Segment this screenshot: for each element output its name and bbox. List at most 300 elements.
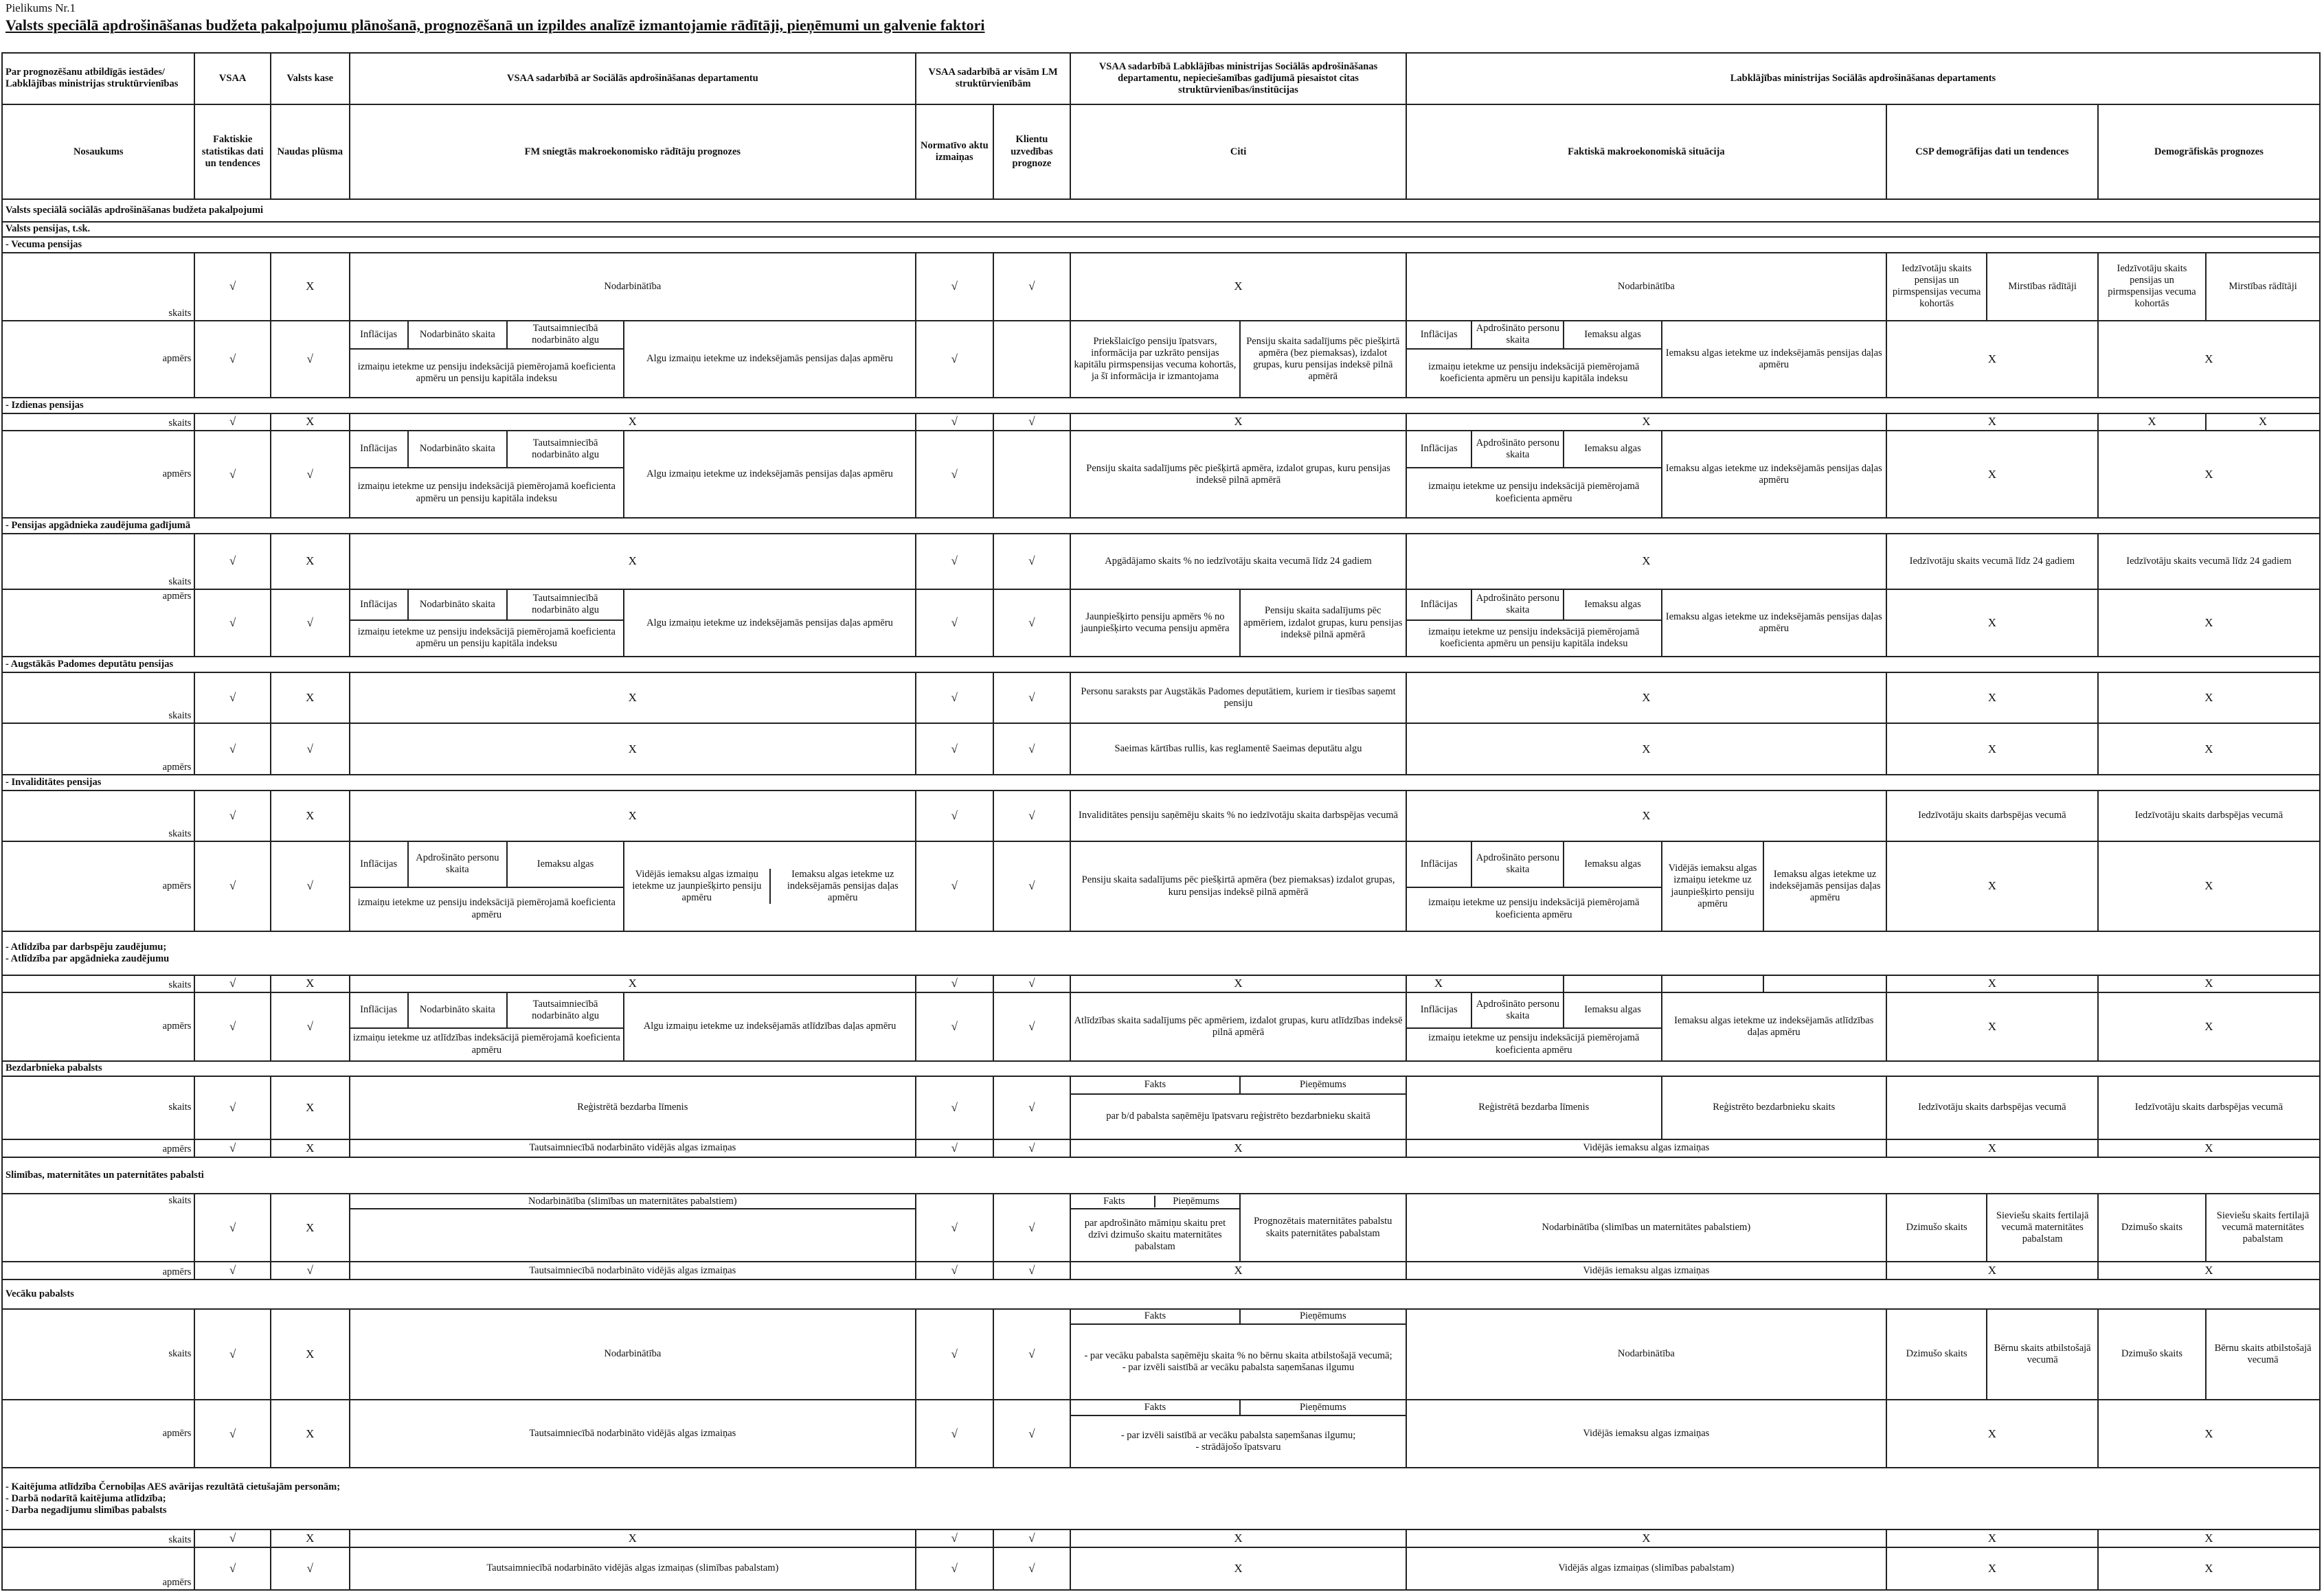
cell: Sieviešu skaits fertilajā vecumā maternitātes pabalstam [1987,1194,2097,1262]
cell: Tautsaimniecībā nodarbināto algu [507,589,624,620]
table-row [2,1262,2320,1280]
table-row [2,723,2320,775]
cell: Inflācijas [1406,321,1472,349]
check-mark: √ [993,841,1071,931]
check-mark: √ [194,1530,270,1547]
cross-mark: X [2098,841,2320,931]
section-row [2,1157,2320,1194]
cross-mark: X [1070,1530,1406,1547]
check-mark: √ [916,431,993,518]
cell: Algu izmaiņu ietekme uz indeksējamās pensijas daļas apmēru [624,431,916,518]
table-row [2,1400,2320,1415]
check-mark: √ [993,534,1071,589]
check-mark: √ [916,723,993,775]
cell: Prognozētais maternitātes pabalstu skaits paternitātes pabalstam [1240,1194,1406,1262]
check-mark: √ [993,1076,1071,1139]
cell: Pensiju skaita sadalījums pēc piešķirtā apmēra (bez piemaksas) izdalot grupas, kuru pensijas indeksē pilnā apmērā [1070,841,1406,931]
cell: izmaiņu ietekme uz pensiju indeksācijā piemērojamā koeficienta apmēru un pensiju kapitāla indeksu [350,468,624,519]
header-cashflow: Naudas plūsma [271,104,350,200]
row-label: apmērs [2,841,194,931]
header-csp: CSP demogrāfijas dati un tendences [1886,104,2098,200]
cell: Nodarbinātība [350,253,916,321]
attachment-label: Pielikums Nr.1 [5,1,76,14]
cell: Bērnu skaits atbilstošajā vecumā [2206,1309,2320,1400]
cell [993,321,1071,398]
table-row [2,791,2320,842]
check-mark: √ [194,431,270,518]
cell: izmaiņu ietekme uz pensiju indeksācijā piemērojamā koeficienta apmēru un pensiju kapitāla indeksu [1406,349,1662,398]
cell: Mirstības rādītāji [1987,253,2097,321]
cell: Inflācijas [1406,992,1472,1027]
header-vsaa-sad: VSAA sadarbībā ar Sociālās apdrošināšanas departamentu [350,53,916,104]
check-mark: √ [916,672,993,724]
cross-mark: X [350,791,916,842]
check-mark: √ [993,413,1071,431]
check-mark: √ [194,321,270,398]
check-mark: √ [916,1139,993,1157]
table-row [2,431,2320,467]
cross-mark: X [271,672,350,724]
header-vsaa-lm-sad: VSAA sadarbībā Labklājības ministrijas Sociālās apdrošināšanas departamentu, nepieciešamības gadījumā piesaistot citas struktūrvienības/institūcijas [1070,53,1406,104]
check-mark: √ [916,1194,993,1262]
check-mark: √ [993,1139,1071,1157]
cell: Reģistrētā bezdarba līmenis [350,1076,916,1139]
check-mark: √ [916,589,993,657]
check-mark: √ [194,841,270,931]
cross-mark: X [2098,413,2206,431]
cell: Inflācijas [350,431,408,467]
cell: Algu izmaiņu ietekme uz indeksējamās pensijas daļas apmēru [624,321,916,398]
table-row [2,1194,2320,1209]
row-label: apmērs [2,1547,194,1590]
cell: Iedzīvotāju skaits darbspējas vecumā [1886,1076,2098,1139]
row-label: apmērs [2,1400,194,1468]
cell: Algu izmaiņu ietekme uz indeksējamās pensijas daļas apmēru [624,589,916,657]
check-mark: √ [271,1262,350,1280]
row-label: skaits [2,534,194,589]
section-line: - Kaitējuma atlīdzība Černobiļas AES avārijas rezultātā cietušajām personām; [5,1481,341,1492]
check-mark: √ [194,534,270,589]
cross-mark: X [1406,672,1886,724]
cross-mark: X [271,1076,350,1139]
cell: Inflācijas [350,321,408,349]
cell: izmaiņu ietekme uz pensiju indeksācijā piemērojamā koeficienta apmēru [350,887,624,931]
cross-mark: X [2098,589,2320,657]
row-label: skaits [2,1076,194,1139]
cell-text: Pieņēmums [1154,1196,1236,1207]
cell: Personu saraksts par Augstākās Padomes deputātiem, kuriem ir tiesības saņemt pensiju [1070,672,1406,724]
cell: Fakts [1070,1400,1239,1415]
table-row [2,672,2320,724]
cell: Nodarbinātība (slimības un maternitātes pabalstiem) [350,1194,916,1209]
table-row [2,589,2320,620]
header-vsaa-lm: VSAA sadarbībā ar visām LM struktūrvienībām [916,53,1070,104]
cross-mark: X [1070,253,1406,321]
check-mark: √ [993,1547,1071,1590]
cross-mark: X [1886,841,2098,931]
cell: Iemaksu algas [1564,431,1661,467]
cross-mark: X [1886,975,2098,993]
cell: Mirstības rādītāji [2206,253,2320,321]
cell: par apdrošināto māmiņu skaitu pret dzīvi dzimušo skaitu maternitātes pabalstam [1070,1209,1239,1262]
row-label: skaits [2,975,194,993]
check-mark: √ [194,413,270,431]
cross-mark: X [1070,1139,1406,1157]
check-mark: √ [194,1076,270,1139]
cell [1662,975,1764,993]
check-mark: √ [916,1400,993,1468]
cross-mark: X [1406,413,1886,431]
cell: Inflācijas [1406,841,1472,887]
cell: Pieņēmums [1240,1400,1406,1415]
table-row [2,1076,2320,1094]
cell [1564,975,1661,993]
cross-mark: X [1886,672,2098,724]
cross-mark: X [350,975,916,993]
cell: Priekšlaicīgo pensiju īpatsvars, informācija par uzkrāto pensijas kapitālu pirmspensijas vecuma kohortās, ja šī informācija ir izmantojama [1070,321,1239,398]
cell: Tautsaimniecībā nodarbināto algu [507,431,624,467]
cell: Dzimušo skaits [1886,1194,1987,1262]
cell: izmaiņu ietekme uz pensiju indeksācijā piemērojamā koeficienta apmēru [1406,1028,1662,1061]
check-mark: √ [993,975,1071,993]
cell: Nodarbināto skaita [408,431,507,467]
cross-mark: X [2098,1400,2320,1468]
section-line: - Darbā nodarītā kaitējuma atlīdzība; [5,1492,166,1504]
cross-mark: X [1070,413,1406,431]
row-label: skaits [2,413,194,431]
row-label: apmērs [2,321,194,398]
check-mark: √ [993,723,1071,775]
section-title: - Vecuma pensijas [2,237,2320,253]
check-mark: √ [916,534,993,589]
indicators-table [1,52,2321,1591]
row-label: apmērs [2,992,194,1060]
cross-mark: X [2098,975,2320,993]
cell-text: - strādājošo īpatsvaru [1195,1442,1281,1453]
check-mark: √ [993,672,1071,724]
cell: Iedzīvotāju skaits pensijas un pirmspensijas vecuma kohortās [1886,253,1987,321]
cell: Iemaksu algas ietekme uz indeksējamās atlīdzības daļas apmēru [1662,992,1886,1060]
cell: Iemaksu algas [1564,321,1661,349]
cell: Vidējās algas izmaiņas (slimības pabalstam) [1406,1547,1886,1590]
check-mark: √ [993,1194,1071,1262]
header-org: Par prognozēšanu atbildīgās iestādes/ Labklājības ministrijas struktūrvienības [2,53,194,104]
check-mark: √ [271,841,350,931]
section-title: Valsts speciālā sociālās apdrošināšanas budžeta pakalpojumi [2,199,2320,221]
check-mark: √ [993,253,1071,321]
check-mark: √ [916,1530,993,1547]
cell: Bērnu skaits atbilstošajā vecumā [1987,1309,2097,1400]
cell-text: - par izvēli saistībā ar vecāku pabalsta saņemšanas ilgumu; [1120,1429,1356,1441]
cell: Iemaksu algas [1564,589,1661,620]
cross-mark: X [2206,413,2320,431]
cell [1070,1324,1406,1400]
cross-mark: X [1070,975,1406,993]
cell: Iedzīvotāju skaits darbspējas vecumā [2098,1076,2320,1139]
cell: Inflācijas [350,841,408,887]
header-row-1 [2,53,2320,104]
check-mark: √ [916,1547,993,1590]
cross-mark: X [1886,1547,2098,1590]
cross-mark: X [271,413,350,431]
check-mark: √ [194,1139,270,1157]
cell: Dzimušo skaits [2098,1194,2206,1262]
cross-mark: X [1886,431,2098,518]
cell: Iemaksu algas ietekme uz indeksējamās pensijas daļas apmēru [1662,589,1886,657]
cross-mark: X [1406,723,1886,775]
header-fact-stats: Faktiskie statistikas dati un tendences [194,104,270,200]
cell: Inflācijas [350,589,408,620]
cross-mark: X [1406,534,1886,589]
section-row [2,1061,2320,1077]
table-row [2,253,2320,321]
check-mark: √ [194,253,270,321]
table-row [2,534,2320,589]
cross-mark: X [271,1400,350,1468]
section-title: - Izdienas pensijas [2,398,2320,413]
cell: Iedzīvotāju skaits vecumā līdz 24 gadiem [1886,534,2098,589]
cell: Pieņēmums [1240,1309,1406,1325]
header-actual-macro: Faktiskā makroekonomiskā situācija [1406,104,1886,200]
cross-mark: X [2098,1547,2320,1590]
cell: Nodarbinātība [350,1309,916,1400]
section-row [2,398,2320,413]
cell [624,841,916,931]
cell: Inflācijas [350,992,408,1027]
check-mark: √ [194,975,270,993]
cell [1070,1415,1406,1468]
cross-mark: X [271,1309,350,1400]
cross-mark: X [1886,1139,2098,1157]
cross-mark: X [1886,1400,2098,1468]
cell: izmaiņu ietekme uz pensiju indeksācijā piemērojamā koeficienta apmēru un pensiju kapitāla indeksu [350,620,624,657]
header-normative: Normatīvo aktu izmaiņas [916,104,993,200]
section-row [2,931,2320,975]
check-mark: √ [993,1262,1071,1280]
header-row-2 [2,104,2320,200]
check-mark: √ [194,1309,270,1400]
cross-mark: X [350,672,916,724]
cross-mark: X [1886,1530,2098,1547]
table-row [2,1309,2320,1325]
header-vsaa: VSAA [194,53,270,104]
cell: Nodarbinātība [1406,253,1886,321]
cross-mark: X [2098,723,2320,775]
cell: Nodarbināto skaita [408,589,507,620]
header-other: Citi [1070,104,1406,200]
section-title [2,1468,2320,1530]
row-label: apmērs [2,1139,194,1157]
cross-mark: X [1406,791,1886,842]
cross-mark: X [1406,975,1564,993]
table-row [2,1530,2320,1547]
check-mark: √ [993,589,1071,657]
cell: Inflācijas [1406,589,1472,620]
cell: Tautsaimniecībā nodarbināto algu [507,321,624,349]
cell: Pensiju skaita sadalījums pēc apmēriem, izdalot grupas, kuru pensijas indeksē pilnā apmērā [1240,589,1406,657]
table-row [2,992,2320,1027]
section-line: - Atlīdzība par apgādnieka zaudējumu [5,953,170,964]
header-name: Nosaukums [2,104,194,200]
cell: par b/d pabalsta saņēmēju īpatsvaru reģistrēto bezdarbnieku skaitā [1070,1094,1406,1139]
section-title: Vecāku pabalsts [2,1280,2320,1309]
cell: Iemaksu algas ietekme uz indeksējamās pensijas daļas apmēru [1763,841,1886,931]
cell: izmaiņu ietekme uz atlīdzības indeksācijā piemērojamā koeficienta apmēru [350,1028,624,1061]
cross-mark: X [271,1194,350,1262]
cell: Atlīdzības skaita sadalījums pēc apmēriem, izdalot grupas, kuru atlīdzības indeksē pilnā apmērā [1070,992,1406,1060]
cell: izmaiņu ietekme uz pensiju indeksācijā piemērojamā koeficienta apmēru [1406,468,1662,519]
check-mark: √ [993,791,1071,842]
cell: Iemaksu algas [507,841,624,887]
cell: Algu izmaiņu ietekme uz indeksējamās atlīdzības daļas apmēru [624,992,916,1060]
check-mark: √ [194,672,270,724]
cell-text: - par izvēli saistībā ar vecāku pabalsta saņemšanas ilgumu [1122,1362,1355,1374]
check-mark: √ [916,321,993,398]
check-mark: √ [271,431,350,518]
cell-text: - par vecāku pabalsta saņēmēju skaita % no bērnu skaita atbilstošajā vecumā; [1084,1350,1392,1362]
cell: Iedzīvotāju skaits pensijas un pirmspensijas vecuma kohortās [2098,253,2206,321]
section-row [2,1280,2320,1309]
cross-mark: X [1406,1530,1886,1547]
cell: izmaiņu ietekme uz pensiju indeksācijā piemērojamā koeficienta apmēru un pensiju kapitāla indeksu [350,349,624,398]
check-mark: √ [916,1262,993,1280]
cell: Tautsaimniecībā nodarbināto algu [507,992,624,1027]
cell: Vidējās iemaksu algas izmaiņas [1406,1139,1886,1157]
check-mark: √ [916,975,993,993]
section-title: Bezdarbnieka pabalsts [2,1061,2320,1077]
section-title: - Invaliditātes pensijas [2,775,2320,791]
row-label: skaits [2,672,194,724]
cell: Sieviešu skaits fertilajā vecumā maternitātes pabalstam [2206,1194,2320,1262]
cell: Vidējās iemaksu algas izmaiņu ietekme uz jaunpiešķirto pensiju apmēru [1662,841,1764,931]
cell: Pensiju skaita sadalījums pēc piešķirtā apmēra (bez piemaksas), izdalot grupas, kuru pensijas indeksē pilnā apmērā [1240,321,1406,398]
check-mark: √ [916,1076,993,1139]
cross-mark: X [1886,723,2098,775]
cross-mark: X [271,534,350,589]
table-row [2,841,2320,887]
cell: Tautsaimniecībā nodarbināto vidējās algas izmaiņas [350,1139,916,1157]
cell: Apgādājamo skaits % no iedzīvotāju skaita vecumā līdz 24 gadiem [1070,534,1406,589]
check-mark: √ [993,1530,1071,1547]
check-mark: √ [271,321,350,398]
cell: Iedzīvotāju skaits vecumā līdz 24 gadiem [2098,534,2320,589]
cell: Pensiju skaita sadalījums pēc piešķirtā apmēra, izdalot grupas, kuru pensijas indeksē pilnā apmērā [1070,431,1406,518]
cross-mark: X [350,413,916,431]
cross-mark: X [1886,1262,2098,1280]
cell: Tautsaimniecībā nodarbināto vidējās algas izmaiņas [350,1400,916,1468]
cell: Apdrošināto personu skaita [1471,589,1564,620]
section-row [2,775,2320,791]
cell: Inflācijas [1406,431,1472,467]
row-label: apmērs [2,589,194,657]
cell: Vidējās iemaksu algas izmaiņas [1406,1400,1886,1468]
cell: Apdrošināto personu skaita [408,841,507,887]
row-label: apmērs [2,431,194,518]
check-mark: √ [916,841,993,931]
check-mark: √ [993,992,1071,1060]
cell: Vidējās iemaksu algas izmaiņas [1406,1262,1886,1280]
cross-mark: X [2098,321,2320,398]
check-mark: √ [194,992,270,1060]
cell: Tautsaimniecībā nodarbināto vidējās algas izmaiņas [350,1262,916,1280]
header-client: Klientu uzvedības prognoze [993,104,1071,200]
row-label: skaits [2,791,194,842]
check-mark: √ [194,589,270,657]
cell: Iemaksu algas [1564,992,1661,1027]
cross-mark: X [350,1530,916,1547]
cell-text: Fakts [1103,1195,1125,1207]
section-row [2,237,2320,253]
cell: izmaiņu ietekme uz pensiju indeksācijā piemērojamā koeficienta apmēru [1406,887,1662,931]
check-mark: √ [271,992,350,1060]
check-mark: √ [916,413,993,431]
row-label: skaits [2,1309,194,1400]
cell: Dzimušo skaits [2098,1309,2206,1400]
cell: Nodarbināto skaita [408,992,507,1027]
check-mark: √ [993,1400,1071,1468]
row-label: skaits [2,1530,194,1547]
cross-mark: X [2098,1262,2320,1280]
cross-mark: X [350,534,916,589]
table-row [2,321,2320,349]
check-mark: √ [194,791,270,842]
header-treasury: Valsts kase [271,53,350,104]
section-title: Valsts pensijas, t.sk. [2,222,2320,238]
cross-mark: X [2098,431,2320,518]
check-mark: √ [916,253,993,321]
section-title: - Augstākās Padomes deputātu pensijas [2,657,2320,672]
section-row [2,518,2320,534]
cross-mark: X [1886,992,2098,1060]
section-line: - Darba negadījumu slimības pabalsts [5,1504,167,1516]
cell: Iemaksu algas [1564,841,1661,887]
cell [1070,1194,1239,1209]
cell-text: Iemaksu algas ietekme uz indeksējamās pensijas daļas apmēru [787,868,899,904]
cross-mark: X [271,253,350,321]
cell: Saeimas kārtības rullis, kas reglamentē Saeimas deputātu algu [1070,723,1406,775]
cross-mark: X [271,1530,350,1547]
check-mark: √ [194,1194,270,1262]
row-label: apmērs [2,1262,194,1280]
section-title: - Pensijas apgādnieka zaudējuma gadījumā [2,518,2320,534]
cell-text: Vidējās iemaksu algas izmaiņu ietekme uz jaunpiešķirto pensiju apmēru [627,869,770,904]
cross-mark: X [271,975,350,993]
check-mark: √ [271,723,350,775]
cross-mark: X [2098,992,2320,1060]
cross-mark: X [271,1139,350,1157]
section-line: - Atlīdzība par darbspēju zaudējumu; [5,941,167,953]
cross-mark: X [350,723,916,775]
cell: Reģistrēto bezdarbnieku skaits [1662,1076,1886,1139]
cell: Tautsaimniecībā nodarbināto vidējās algas izmaiņas (slimības pabalstam) [350,1547,916,1590]
check-mark: √ [993,1309,1071,1400]
cell: Pieņēmums [1240,1076,1406,1094]
header-demo: Demogrāfiskās prognozes [2098,104,2320,200]
table-row [2,975,2320,993]
header-fm-forecast: FM sniegtās makroekonomisko rādītāju prognozes [350,104,916,200]
check-mark: √ [271,1547,350,1590]
check-mark: √ [194,723,270,775]
cross-mark: X [1886,321,2098,398]
cell: Dzimušo skaits [1886,1309,1987,1400]
cell: Invaliditātes pensiju saņēmēju skaits % no iedzīvotāju skaita darbspējas vecumā [1070,791,1406,842]
cell: Jaunpiešķirto pensiju apmērs % no jaunpiešķirto vecuma pensiju apmēra [1070,589,1239,657]
cell: Nodarbinātība [1406,1309,1886,1400]
section-row [2,199,2320,221]
cell: Nodarbināto skaita [408,321,507,349]
row-label: skaits [2,253,194,321]
check-mark: √ [194,1262,270,1280]
